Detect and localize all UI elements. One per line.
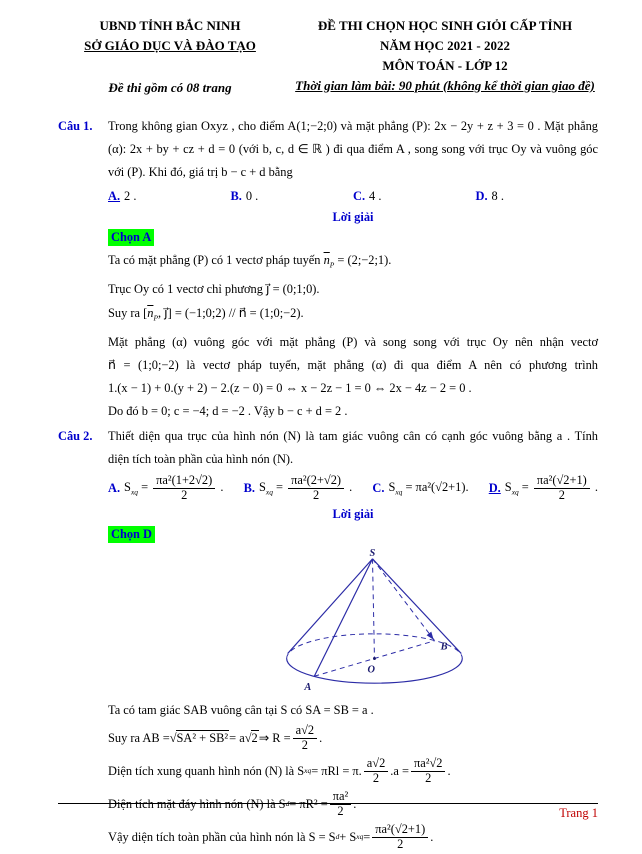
- option-d-value: 8 .: [491, 189, 504, 203]
- option-b-value: $S_{xq}$ = $\frac{\text{πa²(2+√2)}}{2}$ .: [259, 472, 353, 502]
- question-2-option-b: [244, 474, 353, 503]
- option-b-value: 0 .: [245, 189, 259, 203]
- cone-figure: [268, 547, 476, 699]
- question-2-body: [108, 425, 598, 854]
- question-1-solution-line: Ta có mặt phẳng (P) có 1 vectơ pháp tuyến $\overline{n}_P$ = (2;−2;1).: [108, 253, 392, 270]
- axis-SO: [372, 559, 374, 659]
- page-footer: [58, 803, 598, 823]
- segment-SB: [372, 559, 434, 641]
- exam-title-block: [288, 16, 602, 98]
- authority-line-1: UBND TỈNH BẮC NINH: [99, 18, 241, 33]
- question-2-solution-line: Diện tích xung quanh hình nón (N) là S xq = πRl = π. $\frac{a√2}{2}$ .a = $\frac{\text{πa²√2}}{2}$ .: [108, 755, 451, 785]
- figure-label-A: A: [304, 681, 312, 693]
- question-1-text-line: Trong không gian Oxyz , cho điểm A(1;−2;0) và mặt phẳng (P): 2x − 2y + z + 3 = 0 . Mặt phẳng: [108, 119, 598, 133]
- question-1-option-b: [231, 185, 354, 207]
- option-c-value: 4 .: [369, 189, 382, 203]
- center-point-O: [373, 657, 376, 660]
- issuing-authority-block: [52, 16, 288, 98]
- question-1-solution-line: Do đó b = 0; c = −4; d = −2 . Vậy b − c + d = 2 .: [108, 403, 348, 418]
- question-1-solution-line: 1.(x − 1) + 0.(y + 2) − 2.(z − 0) = 0 ⇔ x − 2z − 1 = 0 ⇔ 2x − 4z − 2 = 0 .: [108, 380, 472, 395]
- question-1-solution-line: Suy ra [$\overline{n}_P$, j⃗] = (−1;0;2) // n⃗ = (1;0;−2).: [108, 306, 304, 323]
- figure-label-S: S: [369, 547, 376, 559]
- question-1-text-line: (α): 2x + by + cz + d = 0 (với b, c, d ∈ ℝ ) đi qua điểm A , song song với trục Oy và vuông góc: [108, 142, 598, 156]
- cone-right-edge: [372, 559, 461, 654]
- cone-figure-svg: [268, 547, 476, 695]
- option-d-value: $S_{xq}$ = $\frac{\text{πa²(√2+1)}}{2}$ .: [504, 472, 598, 502]
- question-1-solution-line: Mặt phẳng (α) vuông góc với mặt phẳng (P) và song song với trục Oy nên nhận vectơ: [108, 334, 598, 349]
- question-2-solution-line: Suy ra AB = √ SA² + SB² = a √ 2 ⇒ R = $\frac{a√2}{2}$ .: [108, 722, 323, 752]
- question-2-option-c: [372, 480, 468, 496]
- option-c-label: C.: [353, 189, 366, 203]
- question-2-number: Câu 2.: [58, 428, 93, 443]
- option-a-value: 2 .: [124, 189, 137, 203]
- question-2-choice-badge: Chọn D: [108, 526, 155, 543]
- option-d-label: D.: [488, 480, 501, 495]
- question-1-option-a: [108, 185, 231, 207]
- question-1: [58, 115, 598, 423]
- question-1-number: Câu 1.: [58, 119, 93, 133]
- question-1-solution-heading: Lời giải: [332, 210, 374, 224]
- figure-label-B: B: [440, 641, 448, 653]
- question-1-text-line: với (P). Khi đó, giá trị b − c + d bằng: [108, 165, 293, 179]
- arrowhead-icon: [427, 631, 434, 639]
- question-1-solution-line: Trục Oy có 1 vectơ chỉ phương j⃗ = (0;1;0).: [108, 282, 320, 297]
- option-b-label: B.: [230, 189, 242, 203]
- question-2-options: [108, 474, 598, 503]
- page-count-note: Đề thi gồm có 08 trang: [108, 80, 232, 95]
- exam-subject: MÔN TOÁN - LỚP 12: [382, 58, 508, 73]
- option-a-value: $S_{xq}$ = $\frac{\text{πa²(1+2√2)}}{2}$ .: [124, 472, 224, 502]
- question-2-text-line: Thiết diện qua trục của hình nón (N) là tam giác vuông cân có cạnh góc vuông bằng a . Tính: [108, 428, 598, 443]
- questions-area: [0, 98, 642, 854]
- question-2-solution-line: Ta có tam giác SAB vuông cân tại S có SA = SB = a .: [108, 702, 374, 717]
- question-2: [58, 425, 598, 854]
- question-1-option-c: [353, 185, 476, 207]
- question-1-choice-badge: Chọn A: [108, 229, 154, 246]
- question-2-solution-line: Diện tích mặt đáy hình nón (N) là S d = πR² = $\frac{\text{πa²}}{2}$ .: [108, 788, 357, 818]
- figure-label-O: O: [367, 664, 376, 676]
- authority-line-2: SỞ GIÁO DỤC VÀ ĐÀO TẠO: [84, 38, 256, 53]
- option-d-label: D.: [475, 189, 488, 203]
- option-a-label: A.: [108, 189, 121, 203]
- cone-left-edge: [288, 559, 373, 654]
- exam-duration: Thời gian làm bài: 90 phút (không kể thời gian giao đề): [295, 78, 595, 93]
- question-2-solution-heading: Lời giải: [332, 506, 374, 521]
- question-2-option-a: [108, 474, 223, 503]
- question-1-solution-line: n⃗ = (1;0;−2) là vectơ pháp tuyến, mặt phẳng (α) đi qua điểm A nên có phương trình: [108, 357, 598, 372]
- question-1-options: [108, 185, 598, 207]
- question-1-body: [108, 115, 598, 423]
- segment-SA: [314, 559, 372, 676]
- exam-school-year: NĂM HỌC 2021 - 2022: [380, 38, 510, 53]
- question-2-option-d: [489, 474, 598, 503]
- cone-base-back-arc: [287, 634, 463, 659]
- question-1-option-d: [476, 185, 599, 207]
- document-header: [0, 0, 642, 98]
- page-number: Trang 1: [559, 806, 598, 820]
- question-2-text-line: diện tích toàn phần của hình nón (N).: [108, 451, 294, 466]
- option-b-label: B.: [243, 480, 256, 495]
- option-c-value: $S_{xq} = \pi a^2(√2+1)$.: [388, 480, 469, 497]
- option-a-label: A.: [108, 480, 121, 495]
- exam-title: ĐỀ THI CHỌN HỌC SINH GIỎI CẤP TỈNH: [317, 18, 573, 33]
- question-2-solution-line: Vậy diện tích toàn phần của hình nón là S = S d + S xq = $\frac{\text{πa²(√2+1)}}{2}$ .: [108, 821, 434, 851]
- option-c-label: C.: [372, 480, 385, 495]
